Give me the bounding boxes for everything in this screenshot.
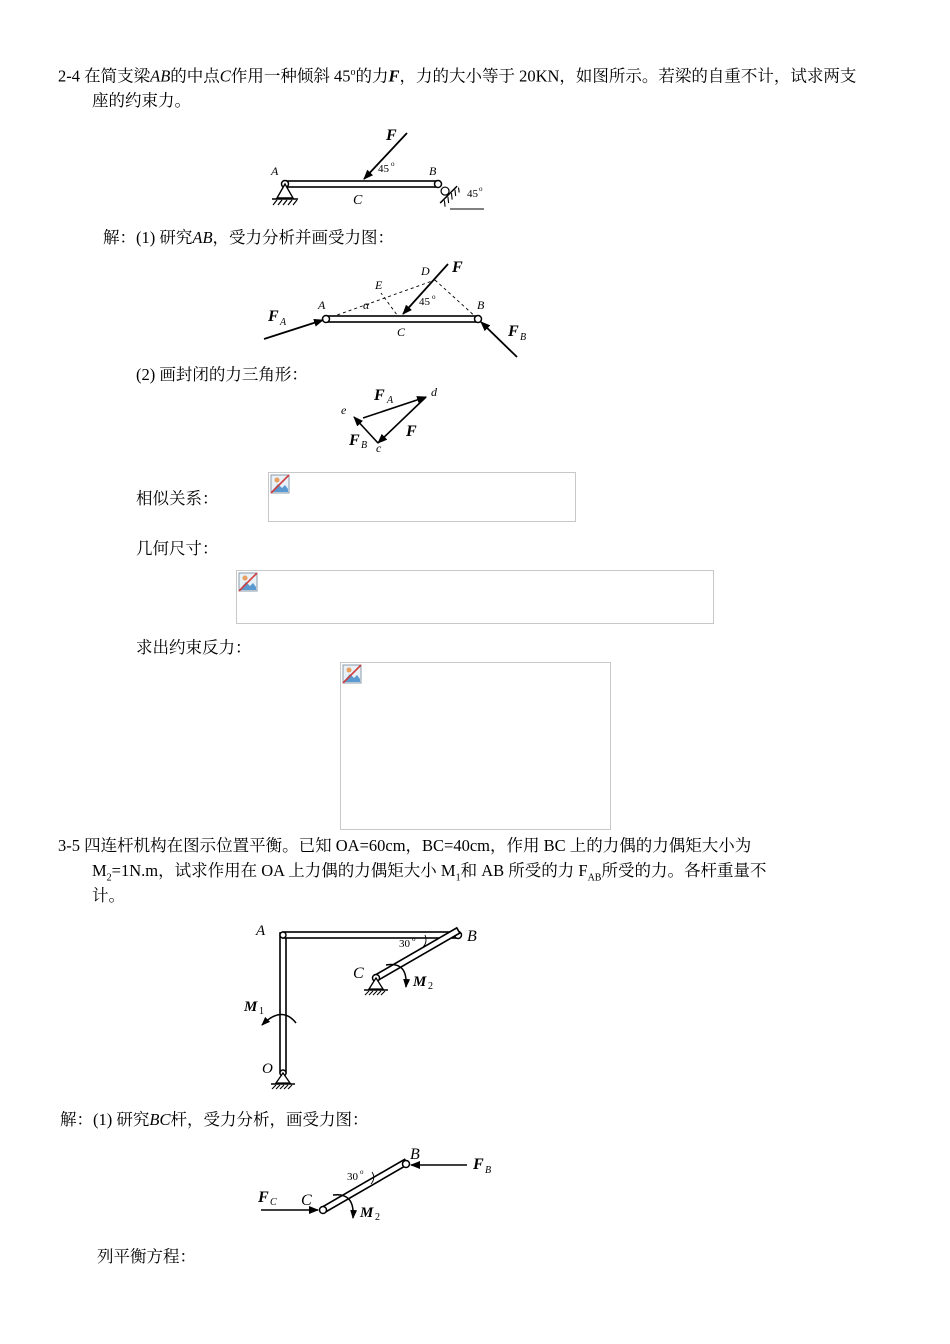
svg-text:A: A: [280, 317, 287, 328]
problem-3-5-statement-line1: 3-5 四连杆机构在图示位置平衡。已知 OA=60cm，BC=40cm，作用 BC 上的力偶的力偶矩大小为: [58, 836, 752, 855]
equilibrium-label: 列平衡方程：: [97, 1247, 196, 1266]
svg-text:45: 45: [378, 163, 389, 175]
svg-text:30: 30: [399, 938, 410, 950]
svg-text:o: o: [391, 160, 395, 168]
broken-image-similar-relation: [268, 472, 576, 522]
pin-support-o: [276, 1073, 290, 1083]
svg-text:E: E: [375, 278, 383, 292]
svg-text:c: c: [376, 441, 382, 455]
reactions-label: 求出约束反力：: [136, 638, 252, 657]
broken-image-icon: [270, 474, 290, 494]
triangle-fa: [363, 397, 426, 418]
svg-text:A: A: [387, 395, 394, 406]
svg-text:A: A: [256, 923, 266, 939]
svg-text:M: M: [413, 974, 427, 990]
broken-image-icon: [342, 664, 362, 684]
svg-text:F: F: [406, 423, 417, 440]
svg-text:45: 45: [419, 296, 430, 308]
svg-text:C: C: [301, 1192, 312, 1209]
svg-text:C: C: [353, 193, 363, 208]
svg-text:o: o: [412, 935, 416, 943]
svg-text:M: M: [360, 1205, 374, 1221]
svg-text:B: B: [361, 440, 368, 451]
svg-text:C: C: [397, 325, 406, 339]
similar-relation-label: 相似关系：: [136, 489, 219, 508]
beam-ab: [285, 181, 438, 187]
svg-text:B: B: [429, 164, 437, 178]
svg-text:B: B: [477, 298, 485, 312]
svg-text:F: F: [268, 308, 279, 325]
svg-text:o: o: [479, 185, 483, 193]
broken-image-icon: [238, 572, 258, 592]
svg-text:B: B: [520, 332, 527, 343]
figure-force-triangle: [335, 380, 455, 460]
figure-beam-ab: [260, 120, 500, 215]
svg-text:F: F: [349, 432, 360, 449]
solution-2-4-step2: (2) 画封闭的力三角形：: [136, 365, 308, 384]
svg-text:A: A: [271, 164, 279, 178]
svg-text:B: B: [410, 1146, 420, 1163]
geometry-label: 几何尺寸：: [136, 539, 219, 558]
pin-support-c: [369, 978, 383, 989]
svg-text:C: C: [353, 965, 364, 982]
svg-text:F: F: [374, 387, 385, 404]
svg-text:F: F: [258, 1189, 269, 1206]
svg-text:d: d: [431, 385, 437, 399]
svg-text:A: A: [318, 298, 326, 312]
svg-text:F: F: [508, 323, 519, 340]
problem-2-4-statement-line1: 2-4 在简支梁AB的中点C作用一种倾斜 45$^o$的力F，力的大小等于 20KN，如图所示。若梁的自重不计，试求两支: [58, 66, 857, 86]
svg-text:M: M: [244, 999, 258, 1015]
svg-text:C: C: [270, 1197, 277, 1208]
triangle-f: [378, 397, 426, 443]
figure-fbd-ab: [260, 255, 550, 365]
svg-text:B: B: [485, 1165, 492, 1176]
problem-3-5-statement-line3: 计。: [92, 886, 125, 905]
svg-text:o: o: [360, 1168, 364, 1176]
svg-text:o: o: [432, 293, 436, 301]
figure-fbd-bc: [255, 1140, 505, 1230]
broken-image-geometry: [236, 570, 714, 624]
svg-text:2: 2: [428, 981, 433, 992]
problem-2-4-statement-line2: 座的约束力。: [92, 91, 191, 110]
svg-text:F: F: [386, 127, 397, 144]
svg-text:α: α: [363, 298, 370, 312]
svg-text:45: 45: [467, 188, 478, 200]
svg-text:F: F: [473, 1156, 484, 1173]
svg-text:1: 1: [259, 1006, 264, 1017]
broken-image-reactions: [340, 662, 611, 830]
svg-text:30: 30: [347, 1171, 358, 1183]
svg-text:e: e: [341, 403, 347, 417]
bar-oa: [280, 933, 286, 1073]
svg-text:F: F: [452, 259, 463, 276]
svg-text:2: 2: [375, 1212, 380, 1223]
problem-3-5-statement-line2: $M_2=1N.m$，试求作用在 OA 上力偶的力偶矩大小 $M_1$和 AB 所受的力 $F_{AB}$所受的力。各杆重量不: [92, 861, 767, 884]
solution-3-5-step1: 解：(1) 研究BC杆，受力分析，画受力图：: [60, 1110, 369, 1129]
couple-m1-arrow: [262, 1014, 296, 1025]
svg-text:O: O: [262, 1061, 273, 1077]
beam-ab-fbd: [326, 316, 478, 322]
svg-text:D: D: [421, 264, 430, 278]
bar-ab: [283, 932, 458, 938]
svg-text:B: B: [467, 928, 477, 945]
solution-2-4-step1: 解：(1) 研究AB，受力分析并画受力图：: [103, 228, 395, 247]
figure-four-bar-linkage: [240, 915, 500, 1095]
